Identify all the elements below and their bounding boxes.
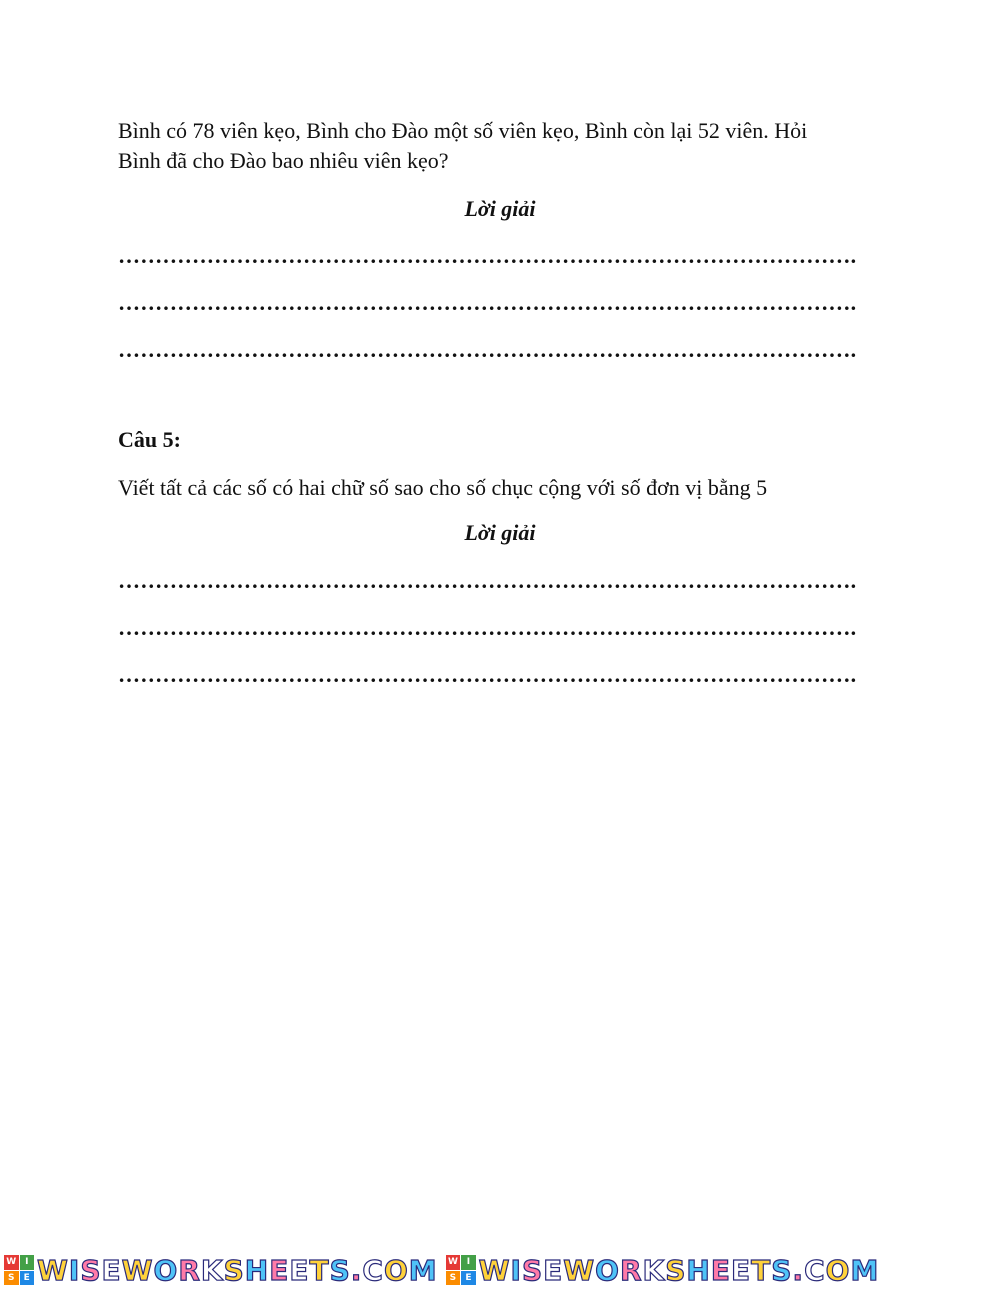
problem5-answer-line-1[interactable]: ………………………………………………………………………………………. — [118, 568, 857, 593]
problem5-answer-line-2[interactable]: ………………………………………………………………………………………. — [118, 615, 857, 640]
wise-logo-icon: W I S E — [446, 1255, 476, 1285]
problem4-answer-line-2[interactable]: ………………………………………………………………………………………. — [118, 290, 857, 315]
problem5-solution-heading: Lời giải — [464, 520, 536, 545]
wise-logo-icon: W I S E — [4, 1255, 34, 1285]
problem4-line2: Bình đã cho Đào bao nhiêu viên kẹo? — [118, 148, 449, 173]
problem4-line1: Bình có 78 viên kẹo, Bình cho Đào một số viên kẹo, Bình còn lại 52 viên. Hỏi — [118, 118, 808, 143]
watermark-brand-1 — [0, 1254, 438, 1287]
watermark-text: WISEWORKSHEETS.COM — [37, 1253, 438, 1287]
watermark-footer — [0, 1252, 1000, 1288]
problem5-label: Câu 5: — [118, 427, 181, 452]
watermark-brand-2 — [442, 1254, 880, 1287]
problem4-answer-line-3[interactable]: ………………………………………………………………………………………. — [118, 337, 857, 362]
watermark-text: WISEWORKSHEETS.COM — [478, 1253, 880, 1287]
problem4-solution-heading: Lời giải — [464, 196, 536, 221]
problem5-answer-line-3[interactable]: ………………………………………………………………………………………. — [118, 662, 857, 687]
problem5-text: Viết tất cả các số có hai chữ số sao cho số chục cộng với số đơn vị bằng 5 — [118, 475, 768, 500]
problem4-answer-line-1[interactable]: ………………………………………………………………………………………. — [118, 243, 857, 268]
